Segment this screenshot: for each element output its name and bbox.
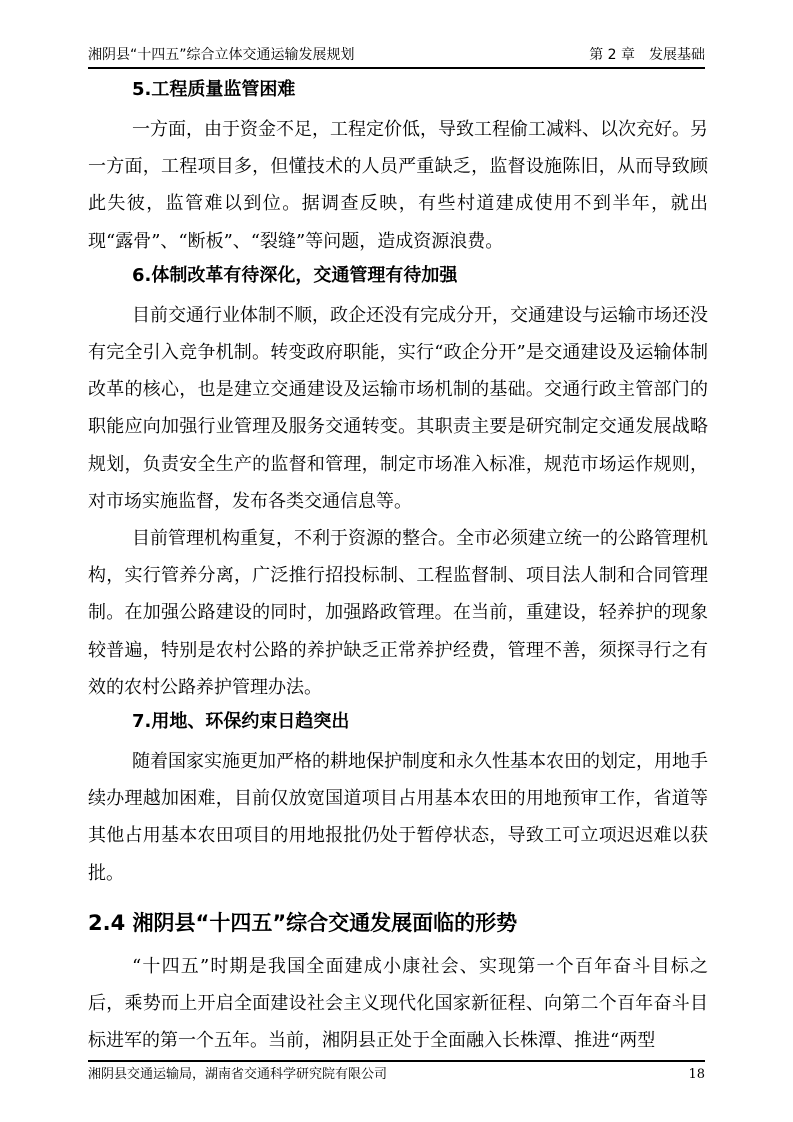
section-6-heading: 6.体制改革有待深化，交通管理有待加强 <box>132 264 458 286</box>
footer-rule <box>88 1060 705 1062</box>
section-7-paragraph: 随着国家实施更加严格的耕地保护制度和永久性基本农田的划定，用地手续办理越加困难，目前仅放宽国道项目占用基本农田的用地预审工作，省道等其他占用基本农田项目的用地报批仍处于暂停状态，导致工可立项迟迟难以获批。 <box>88 751 708 884</box>
section-5-paragraph: 一方面，由于资金不足，工程定价低，导致工程偷工减料、以次充好。另一方面，工程项目多，但懂技术的人员严重缺乏，监督设施陈旧，从而导致顾此失彼，监管难以到位。据调查反映，有些村道建成使用不到半年，就出现“露骨”、“断板”、“裂缝”等问题，造成资源浪费。 <box>88 119 708 252</box>
page-footer <box>88 1064 705 1086</box>
page-number: 18 <box>688 1067 705 1082</box>
section-2-4-paragraph: “十四五”时期是我国全面建成小康社会、实现第一个百年奋斗目标之后，乘势而上开启全面建设社会主义现代化国家新征程、向第二个百年奋斗目标进军的第一个五年。当前，湘阴县正处于全面融入长株潭、推进“两型 <box>88 955 708 1052</box>
chapter-label: 第 2 章 发展基础 <box>589 47 705 63</box>
page-body <box>88 74 708 1059</box>
page-header <box>88 44 705 66</box>
section-6-paragraph-2: 目前管理机构重复，不利于资源的整合。全市必须建立统一的公路管理机构，实行管养分离，广泛推行招投标制、工程监督制、项目法人制和合同管理制。在加强公路建设的同时，加强路政管理。在当前，重建设，轻养护的现象较普遍，特别是农村公路的养护缺乏正常养护经费，管理不善，须探寻行之有效的农村公路养护管理办法。 <box>88 528 708 698</box>
section-2-4-heading: 2.4 湘阴县“十四五”综合交通发展面临的形势 <box>88 910 518 935</box>
footer-organization: 湘阴县交通运输局，湖南省交通科学研究院有限公司 <box>88 1067 388 1082</box>
section-7-heading: 7.用地、环保约束日趋突出 <box>132 711 350 733</box>
section-5-heading: 5.工程质量监管困难 <box>132 79 296 100</box>
header-rule <box>88 67 705 69</box>
section-6-paragraph-1: 目前交通行业体制不顺，政企还没有完成分开，交通建设与运输市场还没有完全引入竞争机制。转变政府职能，实行“政企分开”是交通建设及运输体制改革的核心，也是建立交通建设及运输市场机制的基础。交通行政主管部门的职能应向加强行业管理及服务交通转变。其职责主要是研究制定交通发展战略规划，负责安全生产的监督和管理，制定市场准入标准，规范市场运作规则，对市场实施监督，发布各类交通信息等。 <box>88 304 708 512</box>
document-title: 湘阴县“十四五”综合立体交通运输发展规划 <box>88 47 355 63</box>
